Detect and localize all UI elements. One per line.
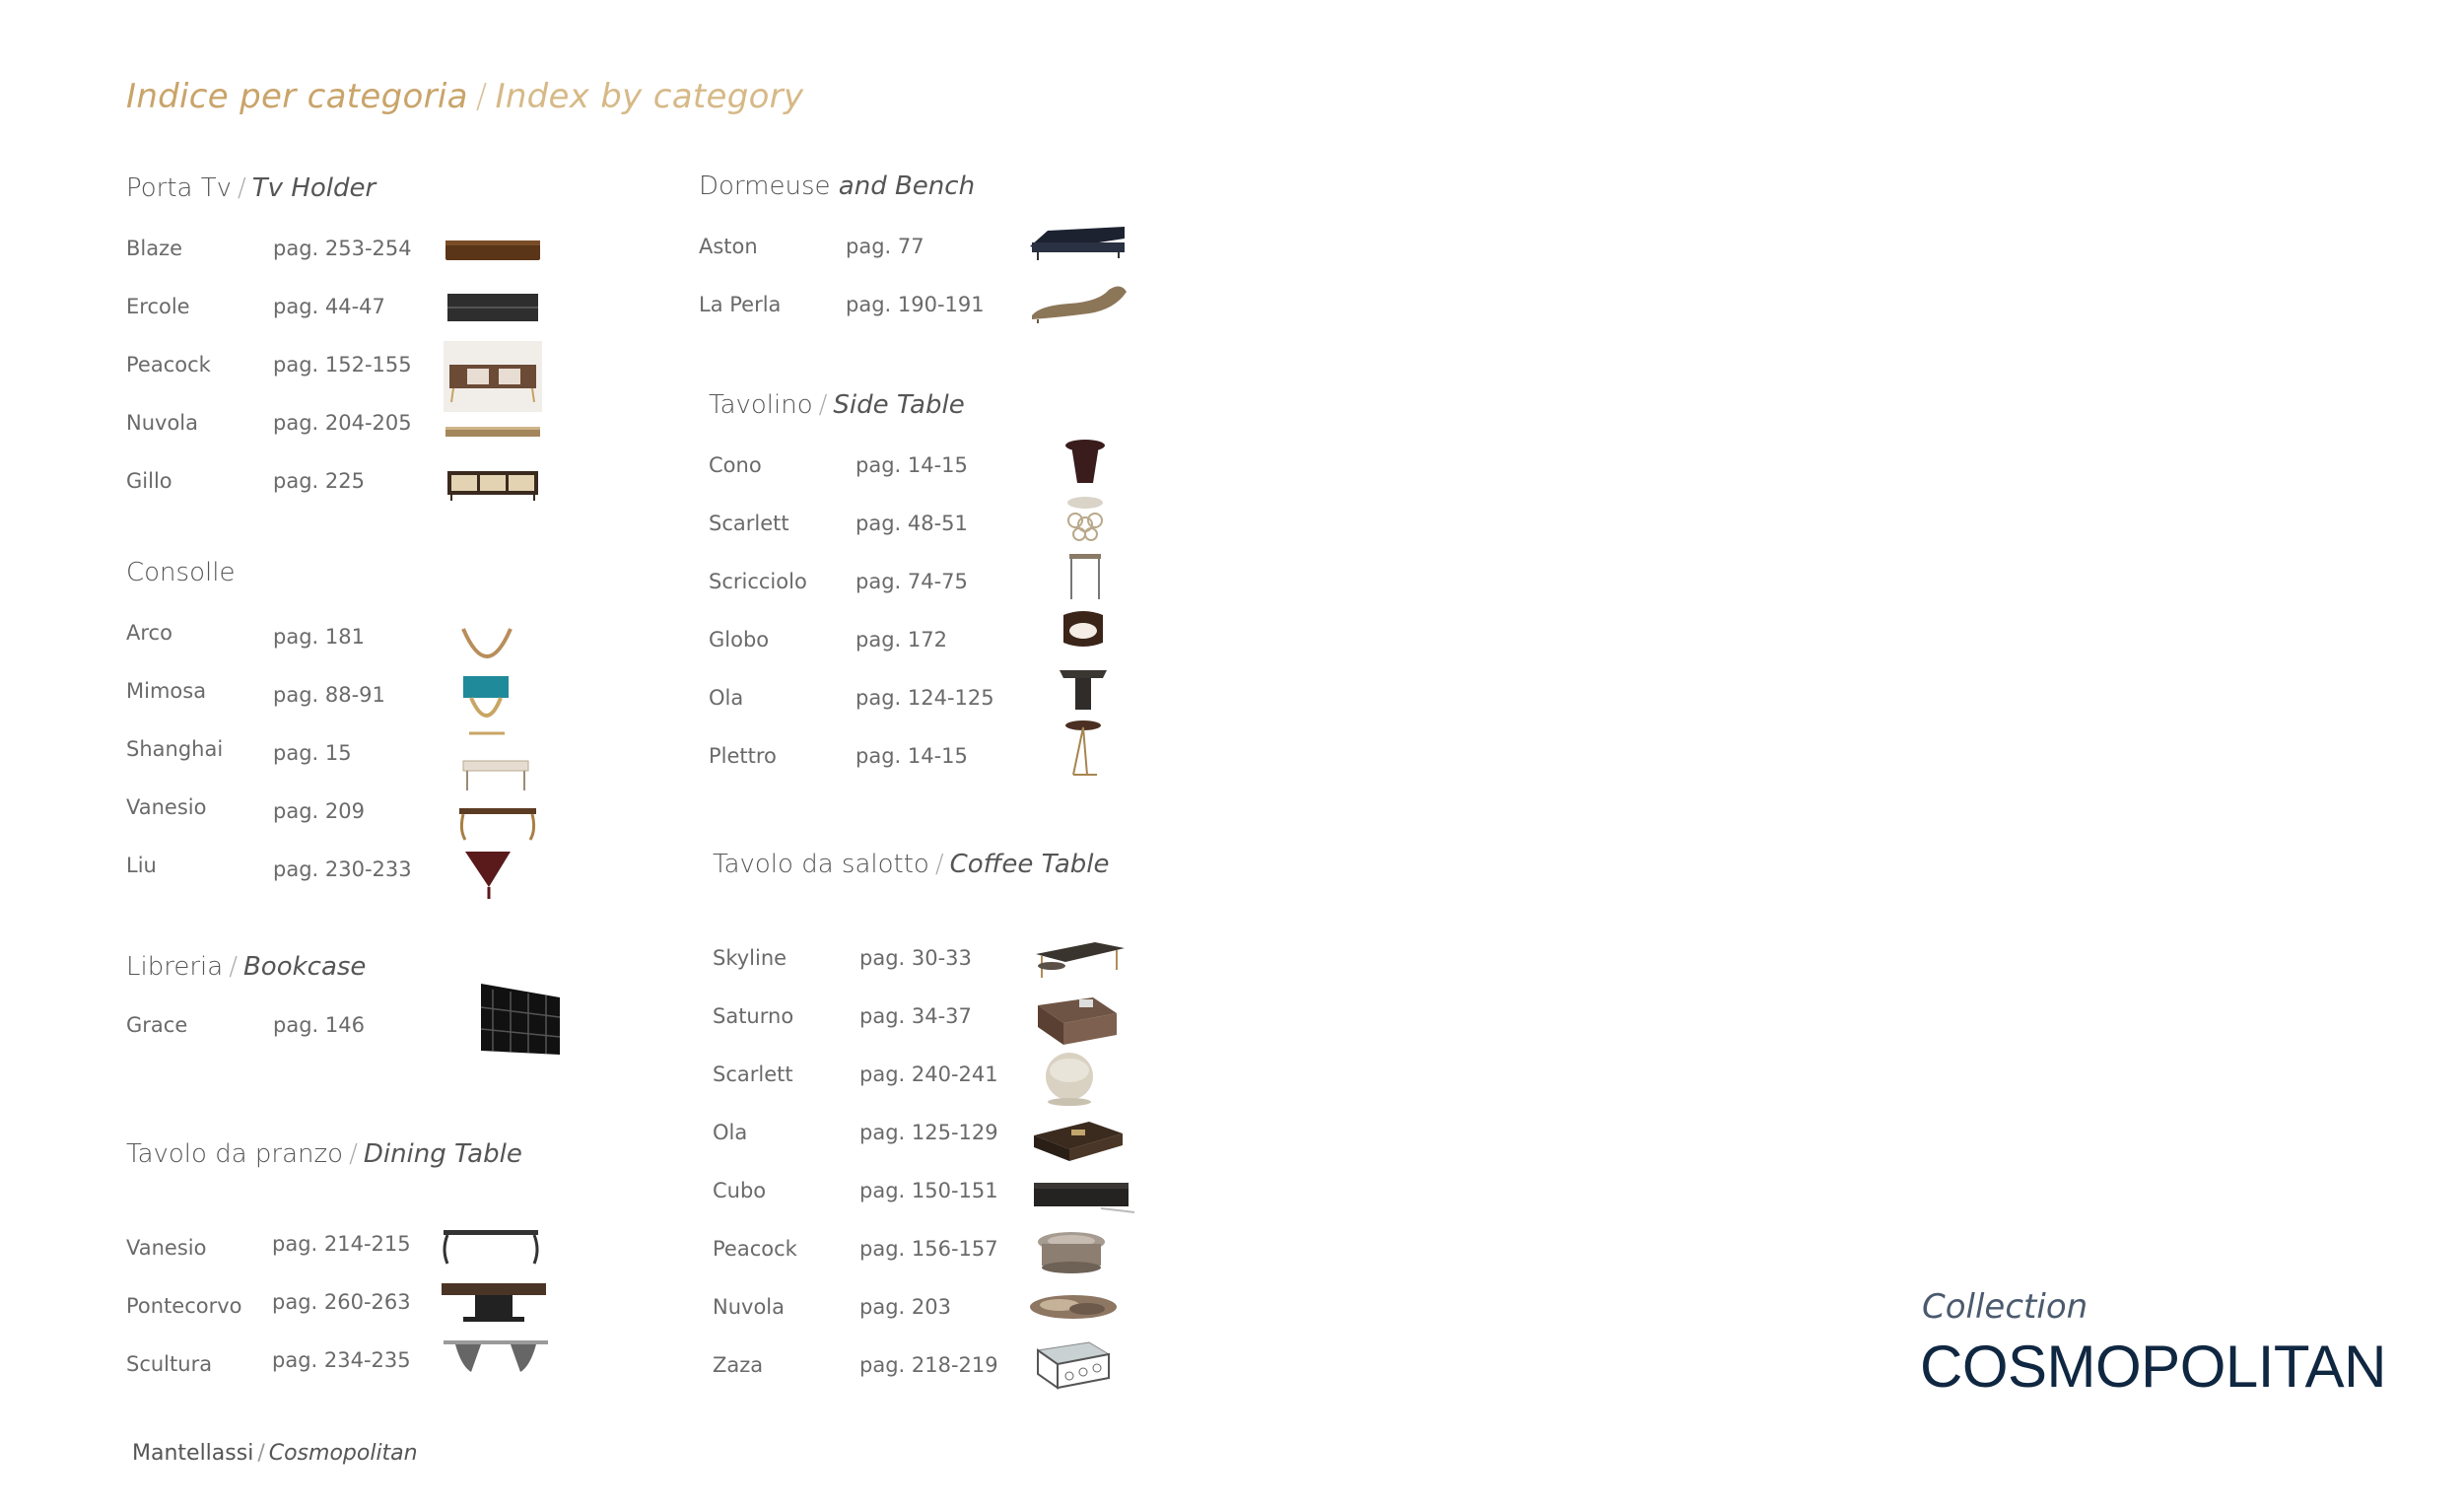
footer-collection: Cosmopolitan <box>268 1441 418 1466</box>
item-page: pag. 152-155 <box>273 353 412 377</box>
section-title: Tavolino / Side Table <box>709 390 965 420</box>
saturno-coffee-table-image <box>1034 994 1123 1049</box>
cono-side-table-image <box>1063 438 1107 489</box>
item-name: Mimosa <box>126 679 207 703</box>
item-name: Peacock <box>713 1237 797 1261</box>
item-page: pag. 234-235 <box>272 1348 411 1372</box>
item-page: pag. 156-157 <box>859 1237 998 1261</box>
section-title: Consolle <box>126 558 236 587</box>
scarlett-coffee-table-image <box>1040 1051 1099 1108</box>
la-perla-dormeuse-image <box>1030 280 1129 325</box>
item-name: Zaza <box>713 1353 764 1377</box>
gillo-tv-unit-image <box>445 469 540 503</box>
item-name: Cono <box>709 453 762 477</box>
item-page: pag. 230-233 <box>273 857 412 881</box>
collection-name: COSMOPOLITAN <box>1920 1334 2386 1400</box>
blaze-tv-unit-image <box>445 239 540 264</box>
item-name: La Perla <box>699 293 782 316</box>
item-page: pag. 15 <box>273 741 352 765</box>
item-page: pag. 88-91 <box>273 683 385 707</box>
item-page: pag. 209 <box>273 799 365 823</box>
item-page: pag. 74-75 <box>856 570 968 593</box>
ola-coffee-table-image <box>1030 1116 1127 1169</box>
item-page: pag. 14-15 <box>856 744 968 768</box>
item-page: pag. 14-15 <box>856 453 968 477</box>
skyline-coffee-table-image <box>1032 938 1127 984</box>
item-name: Scarlett <box>713 1062 793 1086</box>
vanesio-dining-table-image <box>442 1228 540 1268</box>
globo-side-table-image <box>1060 609 1107 652</box>
item-page: pag. 181 <box>273 625 365 649</box>
item-page: pag. 146 <box>273 1013 365 1037</box>
nuvola-coffee-table-image <box>1026 1291 1121 1327</box>
item-name: Globo <box>709 628 770 651</box>
item-name: Liu <box>126 854 157 877</box>
mimosa-console-image <box>461 674 513 737</box>
peacock-tv-unit-image <box>444 341 542 412</box>
section-title: Tavolo da salotto / Coffee Table <box>713 850 1110 879</box>
item-page: pag. 125-129 <box>859 1121 998 1144</box>
peacock-coffee-table-image <box>1034 1230 1109 1279</box>
title-italian: Indice per categoria <box>126 77 468 116</box>
liu-console-image <box>463 850 513 901</box>
item-page: pag. 203 <box>859 1295 951 1319</box>
scultura-dining-table-image <box>442 1337 550 1376</box>
item-name: Scultura <box>126 1352 213 1376</box>
section-title: Tavolo da pranzo / Dining Table <box>126 1139 522 1169</box>
item-name: Cubo <box>713 1179 767 1202</box>
title-separator: / <box>475 77 488 116</box>
item-name: Peacock <box>126 353 211 377</box>
nuvola-tv-unit-image <box>445 424 540 442</box>
shanghai-console-image <box>461 759 530 792</box>
item-name: Ercole <box>126 295 190 318</box>
item-name: Shanghai <box>126 737 224 761</box>
item-page: pag. 34-37 <box>859 1004 972 1028</box>
section-dormeuse <box>699 171 1152 339</box>
item-name: Grace <box>126 1013 188 1037</box>
ercole-tv-unit-image <box>445 290 540 325</box>
title-english: Index by category <box>495 77 804 116</box>
section-title: Dormeuse and Bench <box>699 171 976 201</box>
item-name: Scricciolo <box>709 570 807 593</box>
item-page: pag. 44-47 <box>273 295 385 318</box>
section-tv-holder <box>126 173 580 518</box>
collection-label: Collection <box>1922 1287 2088 1327</box>
zaza-coffee-table-image <box>1034 1338 1113 1394</box>
item-name: Skyline <box>713 946 787 970</box>
item-page: pag. 214-215 <box>272 1232 411 1256</box>
section-bookcase <box>126 952 580 1070</box>
item-page: pag. 204-205 <box>273 411 412 435</box>
pontecorvo-dining-table-image <box>440 1279 548 1325</box>
section-title: Libreria / Bookcase <box>126 952 367 982</box>
vanesio-console-image <box>457 806 538 842</box>
item-name: Vanesio <box>126 1236 207 1260</box>
section-coffee-table <box>713 850 1166 1402</box>
item-name: Scarlett <box>709 512 789 535</box>
item-page: pag. 30-33 <box>859 946 972 970</box>
item-page: pag. 172 <box>856 628 947 651</box>
section-dining-table <box>126 1139 580 1396</box>
scarlett-side-table-image <box>1063 495 1107 544</box>
item-name: Ola <box>713 1121 748 1144</box>
cubo-coffee-table-image <box>1032 1179 1136 1218</box>
item-page: pag. 240-241 <box>859 1062 998 1086</box>
item-page: pag. 218-219 <box>859 1353 998 1377</box>
item-page: pag. 260-263 <box>272 1290 411 1314</box>
item-page: pag. 150-151 <box>859 1179 998 1202</box>
section-side-table <box>709 390 1162 794</box>
item-name: Saturno <box>713 1004 794 1028</box>
item-name: Nuvola <box>126 411 198 435</box>
item-name: Nuvola <box>713 1295 785 1319</box>
item-name: Arco <box>126 621 172 645</box>
arco-console-image <box>459 625 514 664</box>
page-title <box>126 77 803 116</box>
scricciolo-side-table-image <box>1065 552 1105 603</box>
item-page: pag. 77 <box>846 235 924 258</box>
item-name: Gillo <box>126 469 172 493</box>
ola-side-table-image <box>1056 662 1111 714</box>
item-name: Ola <box>709 686 744 710</box>
plettro-side-table-image <box>1061 720 1107 779</box>
item-name: Aston <box>699 235 758 258</box>
aston-bench-image <box>1028 221 1127 264</box>
item-page: pag. 253-254 <box>273 237 412 260</box>
grace-bookcase-image <box>479 982 562 1057</box>
section-title: Porta Tv / Tv Holder <box>126 173 376 203</box>
footer-brand: Mantellassi / Cosmopolitan <box>132 1441 418 1466</box>
item-page: pag. 225 <box>273 469 365 493</box>
item-page: pag. 124-125 <box>856 686 994 710</box>
footer-company: Mantellassi <box>132 1441 254 1466</box>
item-name: Vanesio <box>126 795 207 819</box>
item-name: Pontecorvo <box>126 1294 242 1318</box>
item-page: pag. 190-191 <box>846 293 985 316</box>
item-name: Plettro <box>709 744 777 768</box>
item-page: pag. 48-51 <box>856 512 968 535</box>
item-name: Blaze <box>126 237 183 260</box>
section-consolle <box>126 558 580 913</box>
